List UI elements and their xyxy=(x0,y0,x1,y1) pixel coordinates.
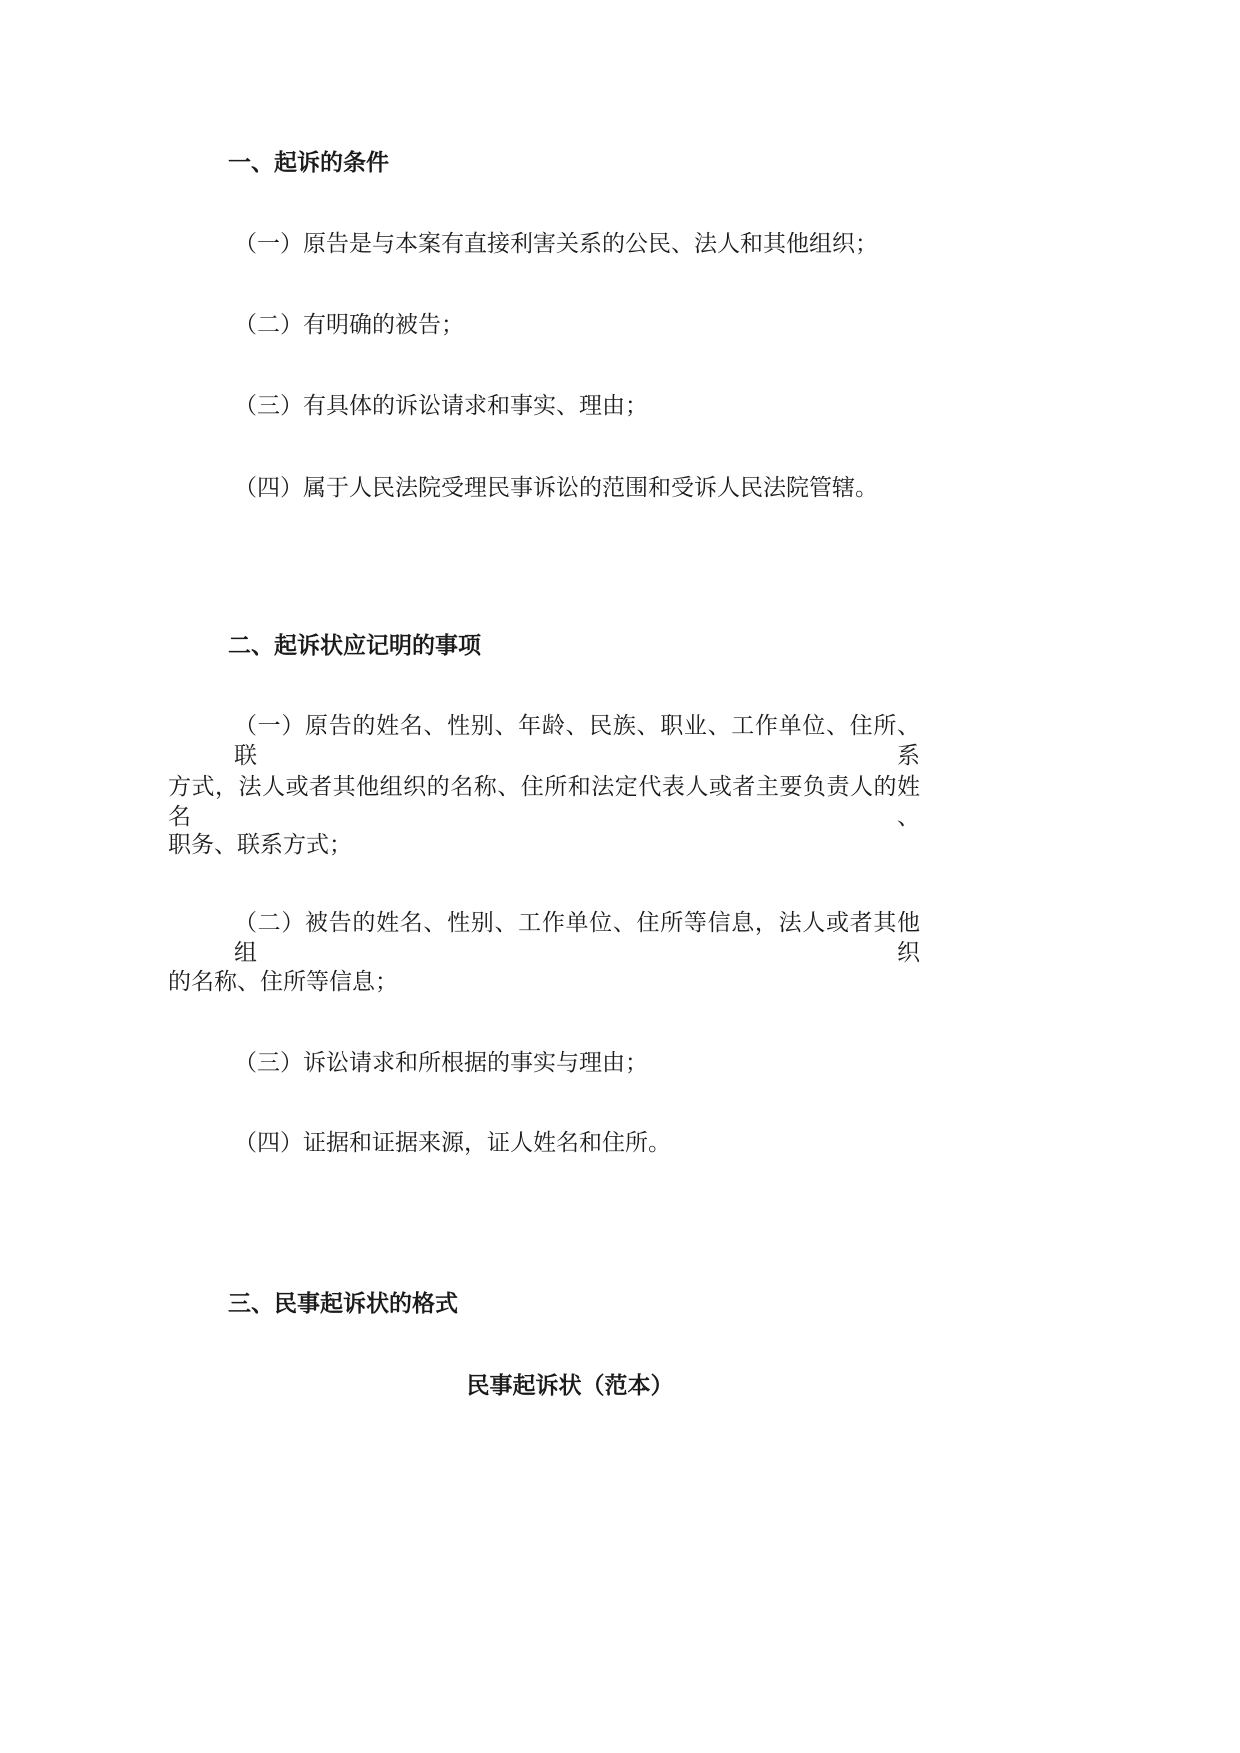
section-heading: 一、起诉的条件 xyxy=(228,150,389,176)
section-heading: 二、起诉状应记明的事项 xyxy=(228,633,481,659)
paragraph-line: （一）原告的姓名、性别、年龄、民族、职业、工作单位、住所、联系 xyxy=(234,713,920,769)
template-title: 民事起诉状（范本） xyxy=(466,1373,674,1399)
list-item: （三）诉讼请求和所根据的事实与理由； xyxy=(234,1050,648,1076)
list-item: （二）有明确的被告； xyxy=(234,312,464,338)
paragraph-line: 的名称、住所等信息； xyxy=(168,969,398,995)
list-item: （一）原告是与本案有直接利害关系的公民、法人和其他组织； xyxy=(234,231,878,257)
list-item: （四）属于人民法院受理民事诉讼的范围和受诉人民法院管辖。 xyxy=(234,475,878,501)
list-item: （三）有具体的诉讼请求和事实、理由； xyxy=(234,393,648,419)
paragraph-line: 职务、联系方式； xyxy=(168,832,352,858)
paragraph-line: （二）被告的姓名、性别、工作单位、住所等信息，法人或者其他组织 xyxy=(234,910,920,966)
list-item: （四）证据和证据来源，证人姓名和住所。 xyxy=(234,1130,671,1156)
section-heading: 三、民事起诉状的格式 xyxy=(228,1291,458,1317)
paragraph-line: 方式，法人或者其他组织的名称、住所和法定代表人或者主要负责人的姓名、 xyxy=(168,774,920,830)
